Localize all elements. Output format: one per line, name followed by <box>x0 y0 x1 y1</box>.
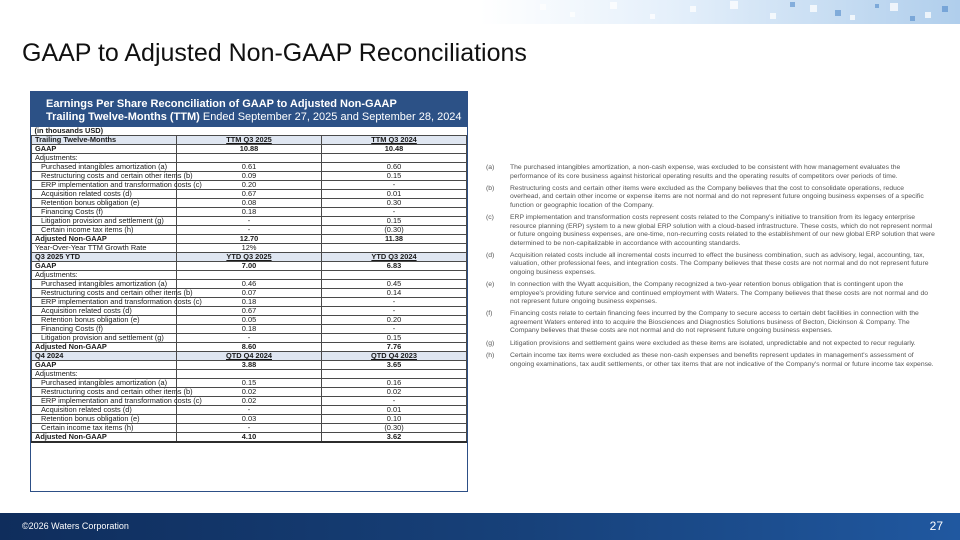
adjustment-row-col1: Certain income tax items (h) <box>32 226 177 235</box>
adjustment-row-col1: Litigation provision and settlement (g) <box>32 334 177 343</box>
section-header-col1: Q3 2025 YTD <box>32 253 177 262</box>
adjustment-row-col2: 0.18 <box>177 298 322 307</box>
footnote-text: Certain income tax items were excluded as these non-cash expenses and benefits represent updates in management's assessment of ongoing examinations, tax audit settlements, or other tax items that are not indicative of the Company's normal or future income tax expense. <box>510 352 934 368</box>
footnote-label: (e) <box>486 281 495 289</box>
adjusted-non-gaap-row-col2: 4.10 <box>177 433 322 443</box>
adjustment-row-col1: Purchased intangibles amortization (a) <box>32 379 177 388</box>
adjustment-row-col3: 0.60 <box>322 163 467 172</box>
adjustment-row-col3: 0.10 <box>322 415 467 424</box>
adjustment-row-col1: Financing Costs (f) <box>32 208 177 217</box>
header-decoration <box>480 0 960 24</box>
adjustment-row-col2: 0.02 <box>177 397 322 406</box>
slide-title: GAAP to Adjusted Non-GAAP Reconciliations <box>22 39 527 67</box>
adjustment-row-col1: ERP implementation and transformation costs (c) <box>32 397 177 406</box>
adjusted-non-gaap-row-col3: 11.38 <box>322 235 467 244</box>
section-header-col3: YTD Q3 2024 <box>322 253 467 262</box>
adjustment-row-col2: 0.67 <box>177 307 322 316</box>
footnote-text: ERP implementation and transformation costs represent costs related to the Company's initiative to transition from its legacy enterprise resource planning (ERP) system to a new global ERP solution with a cloud-based infrastructure. These costs, which do not represent normal or future ongoing business expenses, are one-time, non-recurring costs related to the establishment of our new global ERP solution that were determined to be non-capitalizable in accordance with accounting standards. <box>510 214 935 247</box>
gaap-row <box>32 361 467 370</box>
adjustments-label: Adjustments: <box>32 370 177 379</box>
copyright: ©2026 Waters Corporation <box>22 521 129 531</box>
adjustment-row-col1: Acquisition related costs (d) <box>32 307 177 316</box>
adjustment-row-col2: - <box>177 226 322 235</box>
adjustment-row-col1: ERP implementation and transformation costs (c) <box>32 181 177 190</box>
adjustment-row-col1: Restructuring costs and certain other items (b) <box>32 289 177 298</box>
adjusted-non-gaap-row-col2: 8.60 <box>177 343 322 352</box>
adjustment-row-col3: - <box>322 397 467 406</box>
footnote <box>486 185 936 211</box>
table-body <box>32 127 467 442</box>
panel-heading-line2 <box>46 111 467 124</box>
adjusted-non-gaap-row-col3: 3.62 <box>322 433 467 443</box>
gaap-row-col2: 3.88 <box>177 361 322 370</box>
footnote-label: (c) <box>486 214 494 222</box>
adjustment-row-col1: Retention bonus obligation (e) <box>32 199 177 208</box>
section-header-col2: QTD Q4 2024 <box>177 352 322 361</box>
footnote-text: Restructuring costs and certain other items were excluded as the Company believes that the cost to consolidate operations, reduce overhead, and certain other income or expense items are not normal and do not represent future ongoing business expenses of a specific function or geographic location of the Company. <box>510 184 924 209</box>
section-header-col1: Q4 2024 <box>32 352 177 361</box>
footnote-label: (h) <box>486 352 495 360</box>
adjustment-row-col3: - <box>322 181 467 190</box>
section-header-col3: QTD Q4 2023 <box>322 352 467 361</box>
footnote <box>486 352 936 369</box>
adjustment-row-col3: 0.16 <box>322 379 467 388</box>
adjustment-row-col1: Certain income tax items (h) <box>32 424 177 433</box>
gaap-row-col3: 3.65 <box>322 361 467 370</box>
footnote <box>486 214 936 248</box>
footnote-label: (f) <box>486 310 493 318</box>
adjustment-row-col2: - <box>177 217 322 226</box>
adjustment-row-col1: Purchased intangibles amortization (a) <box>32 280 177 289</box>
adjustment-row-col2: - <box>177 424 322 433</box>
footnote <box>486 340 936 349</box>
adjustment-row-col2: 0.05 <box>177 316 322 325</box>
section-header-col1: Trailing Twelve-Months <box>32 136 177 145</box>
adjustment-row-col1: Restructuring costs and certain other items (b) <box>32 388 177 397</box>
adjustment-row-col2: 0.18 <box>177 325 322 334</box>
adjustment-row-col2: 0.09 <box>177 172 322 181</box>
adjustment-row-col2: 0.67 <box>177 190 322 199</box>
reconciliation-panel <box>30 91 468 492</box>
panel-heading-ttm: Trailing Twelve-Months (TTM) <box>46 111 200 123</box>
section-header-col3: TTM Q3 2024 <box>322 136 467 145</box>
panel-header <box>31 92 467 127</box>
adjusted-non-gaap-row-col1: Adjusted Non-GAAP <box>32 433 177 443</box>
adjustment-row-col2: 0.07 <box>177 289 322 298</box>
adjustment-row-col2: 0.08 <box>177 199 322 208</box>
adjustment-row-col2: 0.15 <box>177 379 322 388</box>
gaap-row-col1: GAAP <box>32 361 177 370</box>
adjustments-label: Adjustments: <box>32 271 177 280</box>
gaap-row-col3: 10.48 <box>322 145 467 154</box>
adjustment-row-col3: 0.15 <box>322 217 467 226</box>
eps-reconciliation-table <box>31 127 467 443</box>
adjustment-row-col3: (0.30) <box>322 424 467 433</box>
adjustment-row-col2: - <box>177 406 322 415</box>
footnote <box>486 164 936 181</box>
growth-rate-row-col2: 12% <box>177 244 322 253</box>
footnote-label: (d) <box>486 251 495 259</box>
adjustment-row-col3: 0.20 <box>322 316 467 325</box>
adjustment-row-col2: 0.46 <box>177 280 322 289</box>
adjustment-row-col3: - <box>322 325 467 334</box>
section-header-col2: TTM Q3 2025 <box>177 136 322 145</box>
adjusted-non-gaap-row-col1: Adjusted Non-GAAP <box>32 343 177 352</box>
panel-heading-period: Ended September 27, 2025 and September 28, 2024 <box>199 111 462 123</box>
adjustment-row-col2: 0.02 <box>177 388 322 397</box>
adjustment-row-col1: Litigation provision and settlement (g) <box>32 217 177 226</box>
footnote-text: Litigation provisions and settlement gains were excluded as these items are isolated, unpredictable and not expected to recur regularly. <box>510 339 916 347</box>
section-header-col2: YTD Q3 2025 <box>177 253 322 262</box>
footnote <box>486 281 936 307</box>
adjustment-row-col3: 0.45 <box>322 280 467 289</box>
adjustment-row-col3: 0.30 <box>322 199 467 208</box>
adjustment-row-col1: Financing Costs (f) <box>32 325 177 334</box>
adjustment-row-col3: - <box>322 298 467 307</box>
units-label: (in thousands USD) <box>32 127 467 136</box>
footnote-text: Financing costs relate to certain financing fees incurred by the Company to secure access to certain debt facilities in connection with the agreement Waters entered into to acquire the Biosciences and Diagnostics Solutions business of Becton, Dickinson & Company. The Company believes that these costs are not normal and do not represent future ongoing business expenses. <box>510 310 919 335</box>
adjustment-row-col3: 0.15 <box>322 172 467 181</box>
gaap-row-col1: GAAP <box>32 145 177 154</box>
adjustment-row-col3: 0.15 <box>322 334 467 343</box>
adjustment-row-col2: 0.18 <box>177 208 322 217</box>
adjusted-non-gaap-row-col3: 7.76 <box>322 343 467 352</box>
adjustment-row-col2: - <box>177 334 322 343</box>
adjustment-row-col3: (0.30) <box>322 226 467 235</box>
adjustment-row-col3: 0.14 <box>322 289 467 298</box>
adjustment-row-col2: 0.61 <box>177 163 322 172</box>
adjustment-row-col3: - <box>322 307 467 316</box>
footnotes <box>486 164 936 373</box>
adjustment-row-col1: Acquisition related costs (d) <box>32 406 177 415</box>
adjustment-row-col1: Retention bonus obligation (e) <box>32 415 177 424</box>
growth-rate-row-col1: Year-Over-Year TTM Growth Rate <box>32 244 177 253</box>
footnote-text: In connection with the Wyatt acquisition, the Company recognized a two-year retention bonus obligation that is contingent upon the employee's providing future service and continued employment with Waters. The Company believes that these costs are not normal and do not represent future ongoing business expenses. <box>510 281 929 306</box>
footnote-text: Acquisition related costs include all incremental costs incurred to effect the business combination, such as advisory, legal, accounting, tax, valuation, other professional fees, and integration costs. The Company believes that these costs are not normal and do not represent future ongoing business expenses. <box>510 251 929 276</box>
panel-heading-line1: Earnings Per Share Reconciliation of GAAP to Adjusted Non-GAAP <box>46 98 397 110</box>
adjustment-row-col2: 0.20 <box>177 181 322 190</box>
adjustment-row-col1: Purchased intangibles amortization (a) <box>32 163 177 172</box>
adjustment-row-col2: 0.03 <box>177 415 322 424</box>
gaap-row-col1: GAAP <box>32 262 177 271</box>
gaap-row <box>32 262 467 271</box>
footnote-label: (g) <box>486 339 495 347</box>
footnote-label: (b) <box>486 184 495 192</box>
adjustment-row-col3: 0.02 <box>322 388 467 397</box>
footer-bar <box>0 513 960 540</box>
footnote-label: (a) <box>486 164 495 171</box>
footnote-text: The purchased intangibles amortization, a non-cash expense, was excluded to be consistent with how management evaluates the performance of its core business against historical operating results and the operating results of competitors over periods of time. <box>510 164 901 180</box>
adjustment-row-col3: 0.01 <box>322 190 467 199</box>
footnote <box>486 252 936 278</box>
adjustment-row-col1: Retention bonus obligation (e) <box>32 316 177 325</box>
page-number: 27 <box>929 519 943 533</box>
adjustment-row-col1: Acquisition related costs (d) <box>32 190 177 199</box>
adjustments-label: Adjustments: <box>32 154 177 163</box>
gaap-row-col2: 10.88 <box>177 145 322 154</box>
gaap-row <box>32 145 467 154</box>
adjustment-row-col3: - <box>322 208 467 217</box>
adjusted-non-gaap-row-col2: 12.70 <box>177 235 322 244</box>
adjustment-row-col3: 0.01 <box>322 406 467 415</box>
adjustment-row-col1: Restructuring costs and certain other items (b) <box>32 172 177 181</box>
gaap-row-col3: 6.83 <box>322 262 467 271</box>
footnote <box>486 310 936 336</box>
adjustment-row-col1: ERP implementation and transformation costs (c) <box>32 298 177 307</box>
adjusted-non-gaap-row <box>32 433 467 443</box>
adjusted-non-gaap-row-col1: Adjusted Non-GAAP <box>32 235 177 244</box>
gaap-row-col2: 7.00 <box>177 262 322 271</box>
